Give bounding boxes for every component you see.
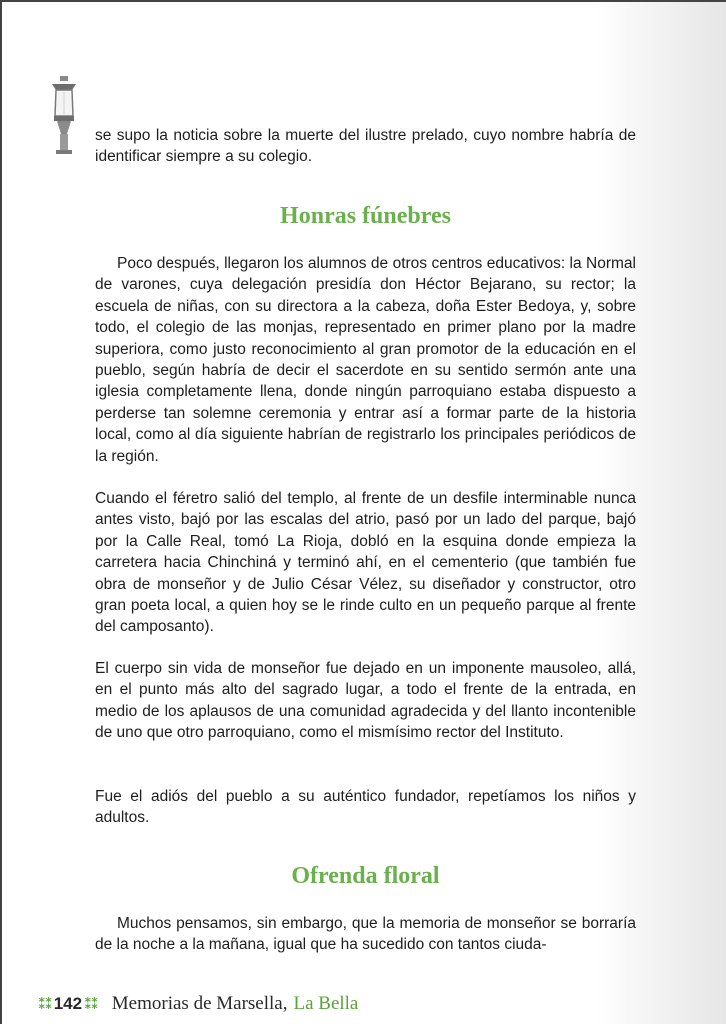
street-lamp-icon: [46, 76, 82, 156]
paragraph-block-3: [95, 658, 636, 744]
paragraph-continuation: [95, 125, 636, 168]
paragraph-block-5: [95, 913, 636, 956]
section-heading-ofrenda: Ofrenda floral: [291, 863, 440, 889]
paragraph-text: Muchos pensamos, sin embargo, que la memoria de monseñor se borraría de la noche a la mañana, igual que ha sucedido con tantos ciuda-: [95, 915, 636, 954]
paragraph-block-4: [95, 786, 636, 829]
section-heading-honras: Honras fúnebres: [280, 203, 451, 229]
ornament-right: ⁑⁑: [84, 996, 98, 1013]
book-subtitle: La Bella: [293, 993, 359, 1014]
book-title: Memorias de Marsella,: [111, 993, 288, 1014]
paragraph-text: Poco después, llegaron los alumnos de otros centros educativos: la Normal de varones, cuya delegación presidía don Héctor Bejarano, su rector; la escuela de niñas, con su directora a la cabeza, doña Ester Bedoya, y, sobre todo, el colegio de las monjas, representado en primer plano por la madre superiora, como justo reconocimiento al gran promotor de la educación en el pueblo, según habría de decir el sacerdote en su sentido sermón ante una iglesia completamente llena, donde ningún parroquiano estaba dispuesto a perderse tan solemne ceremonia y entrar así a formar parte de la historia local, como al día siguiente habrían de registrarlo los principales periódicos de la región.: [95, 255, 636, 465]
paragraph-text: Cuando el féretro salió del templo, al frente de un desfile interminable nunca antes visto, bajó por las escalas del atrio, pasó por un lado del parque, bajó por la Calle Real, tomó La Rioja, dobló en la esquina donde empieza la carretera hacia Chinchiná y terminó ahí, en el cementerio (que también fue obra de monseñor y de Julio César Vélez, su diseñador y constructor, otro gran poeta local, a quien hoy se le rinde culto en un pequeño parque al frente del camposanto).: [95, 490, 636, 636]
page-footer: [38, 991, 358, 1017]
ornament-left: ⁑⁑: [38, 996, 52, 1013]
paragraph-block-1: [95, 253, 636, 467]
paragraph-text: Fue el adiós del pueblo a su auténtico fundador, repetíamos los niños y adultos.: [95, 788, 636, 827]
paragraph-block-2: [95, 488, 636, 638]
paragraph-text: se supo la noticia sobre la muerte del ilustre prelado, cuyo nombre habría de identificar siempre a su colegio.: [95, 127, 636, 166]
paragraph-text: El cuerpo sin vida de monseñor fue dejado en un imponente mausoleo, allá, en el punto más alto del sagrado lugar, a todo el frente de la entrada, en medio de los aplausos de una comunidad agradecida y del llanto incontenible de uno que otro parroquiano, como el mismísimo rector del Instituto.: [95, 660, 636, 742]
page-number: 142: [53, 994, 83, 1013]
